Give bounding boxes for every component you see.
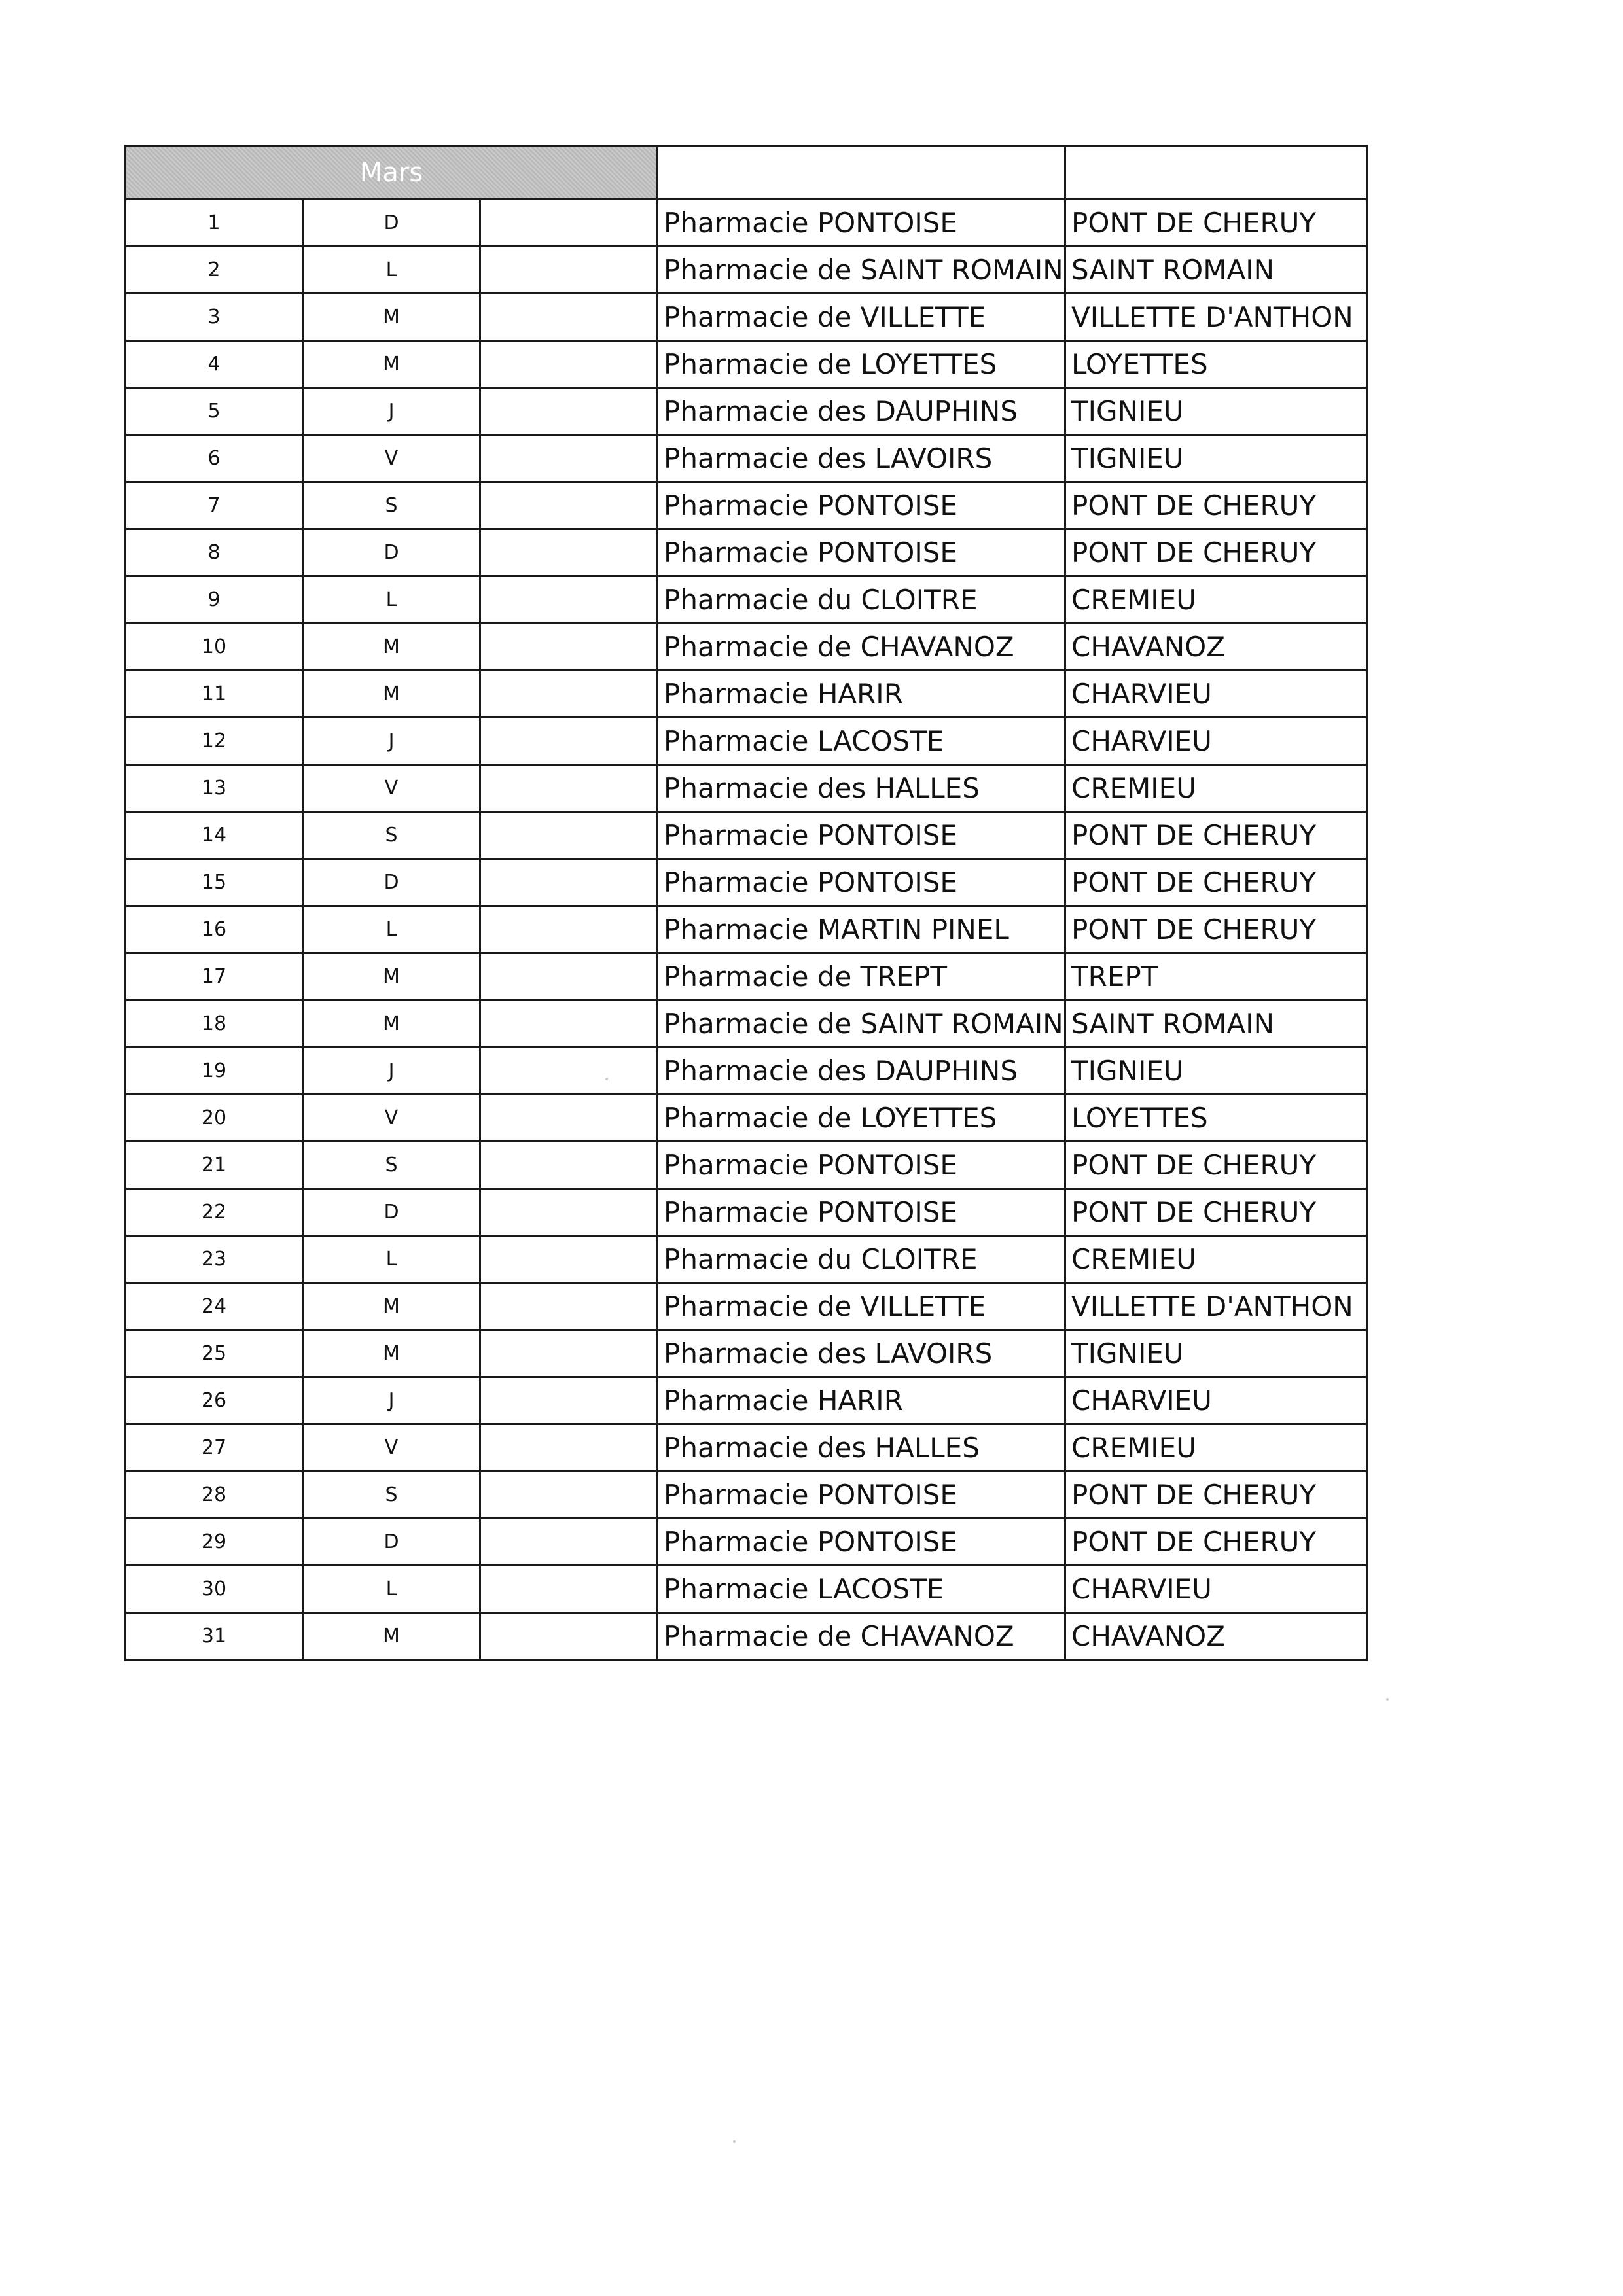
- table-header-row: [126, 147, 1367, 200]
- day-number-cell: 23: [126, 1236, 303, 1283]
- empty-cell: [480, 624, 658, 671]
- pharmacy-name-cell: Pharmacie PONTOISE: [658, 1519, 1065, 1566]
- empty-cell: [480, 1377, 658, 1424]
- town-cell: LOYETTES: [1065, 341, 1367, 388]
- pharmacy-name-cell: Pharmacie PONTOISE: [658, 1189, 1065, 1236]
- weekday-letter-cell: D: [303, 1189, 480, 1236]
- town-cell: VILLETTE D'ANTHON: [1065, 294, 1367, 341]
- empty-cell: [480, 1236, 658, 1283]
- table-row: [126, 1236, 1367, 1283]
- town-cell: PONT DE CHERUY: [1065, 906, 1367, 953]
- weekday-letter-cell: M: [303, 1613, 480, 1660]
- weekday-letter-cell: L: [303, 1566, 480, 1613]
- weekday-letter-cell: M: [303, 341, 480, 388]
- empty-cell: [480, 765, 658, 812]
- town-cell: PONT DE CHERUY: [1065, 859, 1367, 906]
- table-row: [126, 1613, 1367, 1660]
- day-number-cell: 2: [126, 247, 303, 294]
- weekday-letter-cell: S: [303, 1142, 480, 1189]
- day-number-cell: 26: [126, 1377, 303, 1424]
- table-row: [126, 482, 1367, 529]
- table-row: [126, 1189, 1367, 1236]
- table-body: [126, 147, 1367, 1660]
- pharmacy-name-cell: Pharmacie PONTOISE: [658, 1472, 1065, 1519]
- weekday-letter-cell: M: [303, 953, 480, 1000]
- table-row: [126, 247, 1367, 294]
- empty-cell: [480, 1048, 658, 1095]
- town-cell: CHARVIEU: [1065, 671, 1367, 718]
- table-row: [126, 1377, 1367, 1424]
- town-cell: PONT DE CHERUY: [1065, 1189, 1367, 1236]
- weekday-letter-cell: V: [303, 765, 480, 812]
- day-number-cell: 17: [126, 953, 303, 1000]
- weekday-letter-cell: M: [303, 294, 480, 341]
- day-number-cell: 5: [126, 388, 303, 435]
- pharmacy-name-cell: Pharmacie de SAINT ROMAIN: [658, 1000, 1065, 1048]
- pharmacy-name-cell: Pharmacie de VILLETTE: [658, 1283, 1065, 1330]
- empty-cell: [480, 718, 658, 765]
- day-number-cell: 8: [126, 529, 303, 576]
- table-row: [126, 200, 1367, 247]
- town-cell: CHARVIEU: [1065, 1566, 1367, 1613]
- empty-cell: [480, 1142, 658, 1189]
- town-cell: SAINT ROMAIN: [1065, 247, 1367, 294]
- weekday-letter-cell: S: [303, 812, 480, 859]
- weekday-letter-cell: D: [303, 529, 480, 576]
- pharmacy-name-cell: Pharmacie de VILLETTE: [658, 294, 1065, 341]
- pharmacy-name-cell: Pharmacie des LAVOIRS: [658, 435, 1065, 482]
- table-row: [126, 435, 1367, 482]
- table-row: [126, 1142, 1367, 1189]
- day-number-cell: 7: [126, 482, 303, 529]
- weekday-letter-cell: M: [303, 1000, 480, 1048]
- weekday-letter-cell: J: [303, 718, 480, 765]
- table-row: [126, 388, 1367, 435]
- day-number-cell: 18: [126, 1000, 303, 1048]
- pharmacy-name-cell: Pharmacie du CLOITRE: [658, 576, 1065, 624]
- town-header-cell: [1065, 147, 1367, 200]
- town-cell: CHARVIEU: [1065, 1377, 1367, 1424]
- table-row: [126, 294, 1367, 341]
- pharmacy-name-cell: Pharmacie des DAUPHINS: [658, 1048, 1065, 1095]
- town-cell: TIGNIEU: [1065, 1048, 1367, 1095]
- month-header: Mars: [126, 147, 658, 200]
- weekday-letter-cell: S: [303, 482, 480, 529]
- table-row: [126, 953, 1367, 1000]
- table-row: [126, 1424, 1367, 1472]
- table-row: [126, 576, 1367, 624]
- pharmacy-header-cell: [658, 147, 1065, 200]
- table-row: [126, 1283, 1367, 1330]
- pharmacy-name-cell: Pharmacie PONTOISE: [658, 482, 1065, 529]
- empty-cell: [480, 482, 658, 529]
- empty-cell: [480, 529, 658, 576]
- weekday-letter-cell: L: [303, 576, 480, 624]
- empty-cell: [480, 812, 658, 859]
- day-number-cell: 4: [126, 341, 303, 388]
- day-number-cell: 3: [126, 294, 303, 341]
- weekday-letter-cell: J: [303, 1048, 480, 1095]
- pharmacy-name-cell: Pharmacie HARIR: [658, 671, 1065, 718]
- day-number-cell: 20: [126, 1095, 303, 1142]
- pharmacy-name-cell: Pharmacie PONTOISE: [658, 1142, 1065, 1189]
- weekday-letter-cell: V: [303, 435, 480, 482]
- empty-cell: [480, 1283, 658, 1330]
- town-cell: VILLETTE D'ANTHON: [1065, 1283, 1367, 1330]
- empty-cell: [480, 1095, 658, 1142]
- day-number-cell: 22: [126, 1189, 303, 1236]
- empty-cell: [480, 1519, 658, 1566]
- empty-cell: [480, 1566, 658, 1613]
- town-cell: PONT DE CHERUY: [1065, 200, 1367, 247]
- empty-cell: [480, 1472, 658, 1519]
- table-row: [126, 718, 1367, 765]
- weekday-letter-cell: V: [303, 1424, 480, 1472]
- town-cell: PONT DE CHERUY: [1065, 529, 1367, 576]
- weekday-letter-cell: J: [303, 1377, 480, 1424]
- empty-cell: [480, 671, 658, 718]
- day-number-cell: 10: [126, 624, 303, 671]
- table-row: [126, 1519, 1367, 1566]
- scan-speck: [1386, 1698, 1389, 1701]
- table-row: [126, 765, 1367, 812]
- day-number-cell: 24: [126, 1283, 303, 1330]
- town-cell: LOYETTES: [1065, 1095, 1367, 1142]
- town-cell: SAINT ROMAIN: [1065, 1000, 1367, 1048]
- day-number-cell: 12: [126, 718, 303, 765]
- table-row: [126, 906, 1367, 953]
- town-cell: TIGNIEU: [1065, 1330, 1367, 1377]
- pharmacy-duty-table: [124, 145, 1368, 1661]
- town-cell: TIGNIEU: [1065, 435, 1367, 482]
- weekday-letter-cell: M: [303, 1283, 480, 1330]
- table-row: [126, 529, 1367, 576]
- scan-speck: [605, 1078, 608, 1080]
- table-row: [126, 1095, 1367, 1142]
- day-number-cell: 19: [126, 1048, 303, 1095]
- table-row: [126, 624, 1367, 671]
- pharmacy-name-cell: Pharmacie PONTOISE: [658, 200, 1065, 247]
- town-cell: CREMIEU: [1065, 576, 1367, 624]
- town-cell: TIGNIEU: [1065, 388, 1367, 435]
- day-number-cell: 14: [126, 812, 303, 859]
- day-number-cell: 13: [126, 765, 303, 812]
- table-row: [126, 1566, 1367, 1613]
- empty-cell: [480, 247, 658, 294]
- pharmacy-name-cell: Pharmacie du CLOITRE: [658, 1236, 1065, 1283]
- pharmacy-name-cell: Pharmacie de LOYETTES: [658, 341, 1065, 388]
- pharmacy-name-cell: Pharmacie MARTIN PINEL: [658, 906, 1065, 953]
- weekday-letter-cell: J: [303, 388, 480, 435]
- scan-speck: [733, 2140, 736, 2143]
- table-row: [126, 1472, 1367, 1519]
- pharmacy-name-cell: Pharmacie LACOSTE: [658, 718, 1065, 765]
- town-cell: CREMIEU: [1065, 1424, 1367, 1472]
- pharmacy-name-cell: Pharmacie PONTOISE: [658, 812, 1065, 859]
- empty-cell: [480, 1613, 658, 1660]
- pharmacy-name-cell: Pharmacie de CHAVANOZ: [658, 624, 1065, 671]
- weekday-letter-cell: L: [303, 1236, 480, 1283]
- empty-cell: [480, 953, 658, 1000]
- weekday-letter-cell: S: [303, 1472, 480, 1519]
- town-cell: TREPT: [1065, 953, 1367, 1000]
- empty-cell: [480, 1000, 658, 1048]
- day-number-cell: 16: [126, 906, 303, 953]
- town-cell: CHARVIEU: [1065, 718, 1367, 765]
- town-cell: PONT DE CHERUY: [1065, 1472, 1367, 1519]
- empty-cell: [480, 1330, 658, 1377]
- weekday-letter-cell: L: [303, 247, 480, 294]
- day-number-cell: 27: [126, 1424, 303, 1472]
- weekday-letter-cell: V: [303, 1095, 480, 1142]
- day-number-cell: 15: [126, 859, 303, 906]
- pharmacy-name-cell: Pharmacie PONTOISE: [658, 529, 1065, 576]
- pharmacy-name-cell: Pharmacie des DAUPHINS: [658, 388, 1065, 435]
- day-number-cell: 9: [126, 576, 303, 624]
- empty-cell: [480, 294, 658, 341]
- weekday-letter-cell: D: [303, 200, 480, 247]
- pharmacy-name-cell: Pharmacie HARIR: [658, 1377, 1065, 1424]
- pharmacy-name-cell: Pharmacie des LAVOIRS: [658, 1330, 1065, 1377]
- table-row: [126, 341, 1367, 388]
- table-row: [126, 859, 1367, 906]
- pharmacy-name-cell: Pharmacie de LOYETTES: [658, 1095, 1065, 1142]
- weekday-letter-cell: D: [303, 1519, 480, 1566]
- empty-cell: [480, 200, 658, 247]
- town-cell: PONT DE CHERUY: [1065, 1519, 1367, 1566]
- town-cell: CREMIEU: [1065, 765, 1367, 812]
- day-number-cell: 11: [126, 671, 303, 718]
- empty-cell: [480, 859, 658, 906]
- town-cell: CHAVANOZ: [1065, 1613, 1367, 1660]
- weekday-letter-cell: M: [303, 624, 480, 671]
- pharmacy-name-cell: Pharmacie des HALLES: [658, 765, 1065, 812]
- empty-cell: [480, 435, 658, 482]
- day-number-cell: 6: [126, 435, 303, 482]
- day-number-cell: 21: [126, 1142, 303, 1189]
- empty-cell: [480, 1424, 658, 1472]
- town-cell: CREMIEU: [1065, 1236, 1367, 1283]
- table-row: [126, 1330, 1367, 1377]
- day-number-cell: 29: [126, 1519, 303, 1566]
- town-cell: PONT DE CHERUY: [1065, 812, 1367, 859]
- empty-cell: [480, 388, 658, 435]
- weekday-letter-cell: L: [303, 906, 480, 953]
- table-row: [126, 1000, 1367, 1048]
- day-number-cell: 28: [126, 1472, 303, 1519]
- table-row: [126, 1048, 1367, 1095]
- empty-cell: [480, 576, 658, 624]
- pharmacy-name-cell: Pharmacie LACOSTE: [658, 1566, 1065, 1613]
- empty-cell: [480, 1189, 658, 1236]
- weekday-letter-cell: D: [303, 859, 480, 906]
- pharmacy-name-cell: Pharmacie de SAINT ROMAIN: [658, 247, 1065, 294]
- table-row: [126, 812, 1367, 859]
- day-number-cell: 30: [126, 1566, 303, 1613]
- town-cell: PONT DE CHERUY: [1065, 1142, 1367, 1189]
- empty-cell: [480, 341, 658, 388]
- pharmacy-name-cell: Pharmacie PONTOISE: [658, 859, 1065, 906]
- pharmacy-name-cell: Pharmacie de TREPT: [658, 953, 1065, 1000]
- day-number-cell: 31: [126, 1613, 303, 1660]
- day-number-cell: 25: [126, 1330, 303, 1377]
- day-number-cell: 1: [126, 200, 303, 247]
- weekday-letter-cell: M: [303, 671, 480, 718]
- weekday-letter-cell: M: [303, 1330, 480, 1377]
- town-cell: CHAVANOZ: [1065, 624, 1367, 671]
- town-cell: PONT DE CHERUY: [1065, 482, 1367, 529]
- pharmacy-name-cell: Pharmacie de CHAVANOZ: [658, 1613, 1065, 1660]
- empty-cell: [480, 906, 658, 953]
- pharmacy-name-cell: Pharmacie des HALLES: [658, 1424, 1065, 1472]
- table-row: [126, 671, 1367, 718]
